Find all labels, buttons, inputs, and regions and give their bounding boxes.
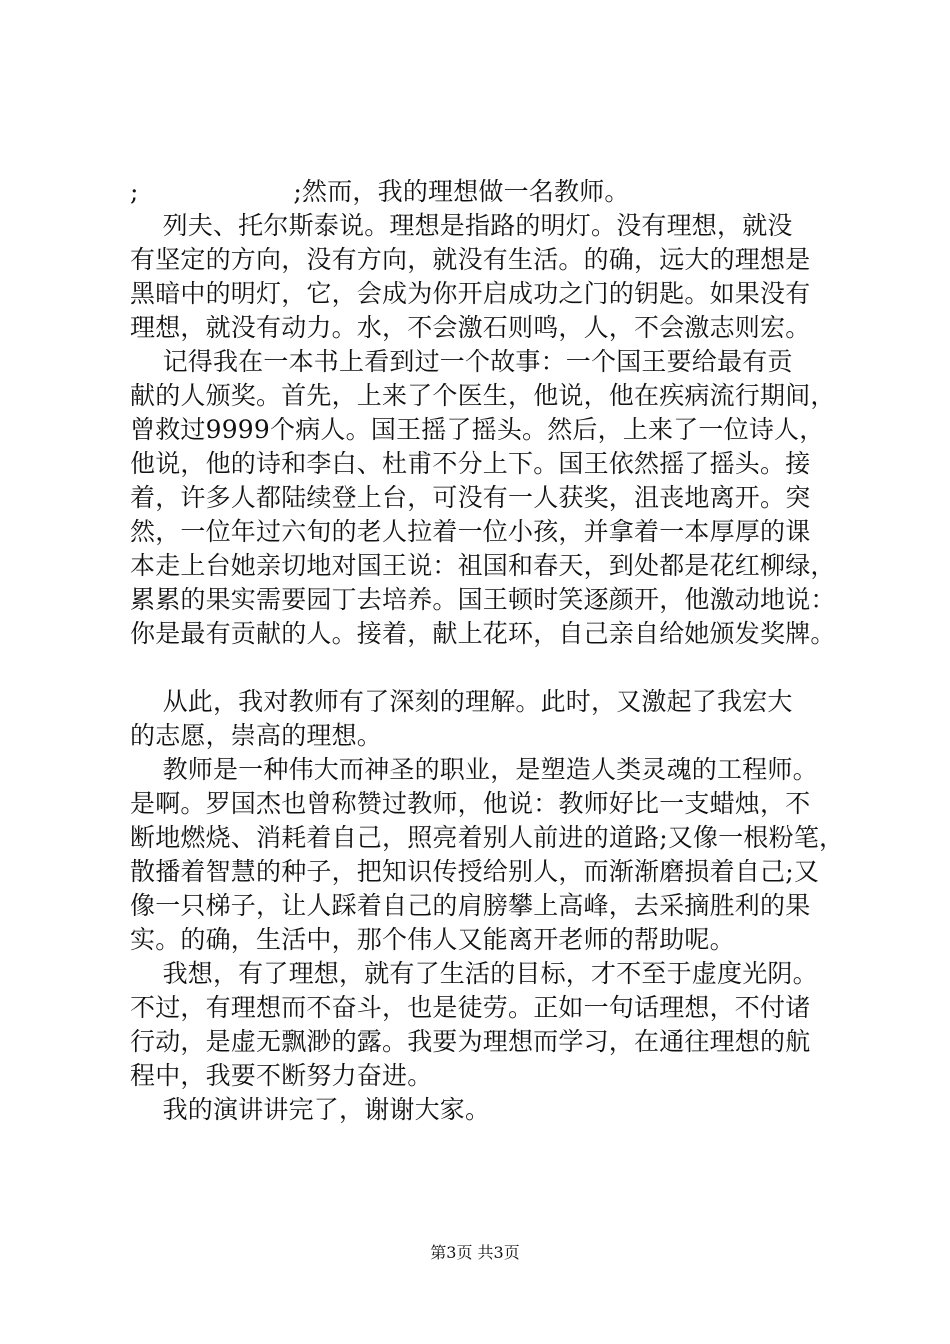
text-line: 行动，是虚无飘渺的露。我要为理想而学习，在通往理想的航 — [130, 1027, 811, 1056]
text-line: 然，一位年过六旬的老人拉着一位小孩，并拿着一本厚厚的课 — [130, 517, 811, 546]
text-line: 理想，就没有动力。水，不会激石则鸣，人，不会激志则宏。 — [130, 313, 811, 342]
text-line: 记得我在一本书上看到过一个故事：一个国王要给最有贡 — [130, 347, 793, 376]
text-line: 是啊。罗国杰也曾称赞过教师，他说：教师好比一支蜡烛，不 — [130, 789, 811, 818]
text-line: 着，许多人都陆续登上台，可没有一人获奖，沮丧地离开。突 — [130, 483, 811, 512]
text-line: 断地燃烧、消耗着自己，照亮着别人前进的道路;又像一根粉笔， — [130, 823, 845, 852]
text-line: 有坚定的方向，没有方向，就没有生活。的确，远大的理想是 — [130, 245, 811, 274]
text-line: 黑暗中的明灯，它，会成为你开启成功之门的钥匙。如果没有 — [130, 279, 811, 308]
text-line: ; ;然而，我的理想做一名教师。 — [130, 177, 630, 206]
text-line: 本走上台她亲切地对国王说：祖国和春天，到处都是花红柳绿， — [130, 551, 836, 580]
text-line: 不过，有理想而不奋斗，也是徒劳。正如一句话理想，不付诸 — [130, 993, 811, 1022]
text-line: 实。的确，生活中，那个伟人又能离开老师的帮助呢。 — [130, 925, 735, 954]
text-line: 程中，我要不断努力奋进。 — [130, 1061, 433, 1090]
page-footer: 第3页 共3页 — [430, 1243, 520, 1262]
text-line: 他说，他的诗和李白、杜甫不分上下。国王依然摇了摇头。接 — [130, 449, 811, 478]
text-line: 曾救过9999个病人。国王摇了摇头。然后，上来了一位诗人， — [130, 415, 825, 444]
text-line: 我的演讲讲完了，谢谢大家。 — [130, 1095, 491, 1124]
text-line: 散播着智慧的种子，把知识传授给别人，而渐渐磨损着自己;又 — [130, 857, 820, 886]
text-line: 从此，我对教师有了深刻的理解。此时，又激起了我宏大 — [130, 687, 793, 716]
text-line: 列夫、托尔斯泰说。理想是指路的明灯。没有理想，就没 — [130, 211, 793, 240]
text-line: 你是最有贡献的人。接着，献上花环，自己亲自给她颁发奖牌。 — [130, 619, 836, 648]
text-line: 累累的果实需要园丁去培养。国王顿时笑逐颜开，他激动地说： — [130, 585, 836, 614]
text-line: 的志愿，崇高的理想。 — [130, 721, 383, 750]
text-line: 教师是一种伟大而神圣的职业，是塑造人类灵魂的工程师。 — [130, 755, 818, 784]
text-line: 像一只梯子，让人踩着自己的肩膀攀上高峰，去采摘胜利的果 — [130, 891, 811, 920]
text-line: 献的人颁奖。首先，上来了个医生，他说，他在疾病流行期间， — [130, 381, 836, 410]
text-line: 我想，有了理想，就有了生活的目标，才不至于虚度光阴。 — [130, 959, 818, 988]
